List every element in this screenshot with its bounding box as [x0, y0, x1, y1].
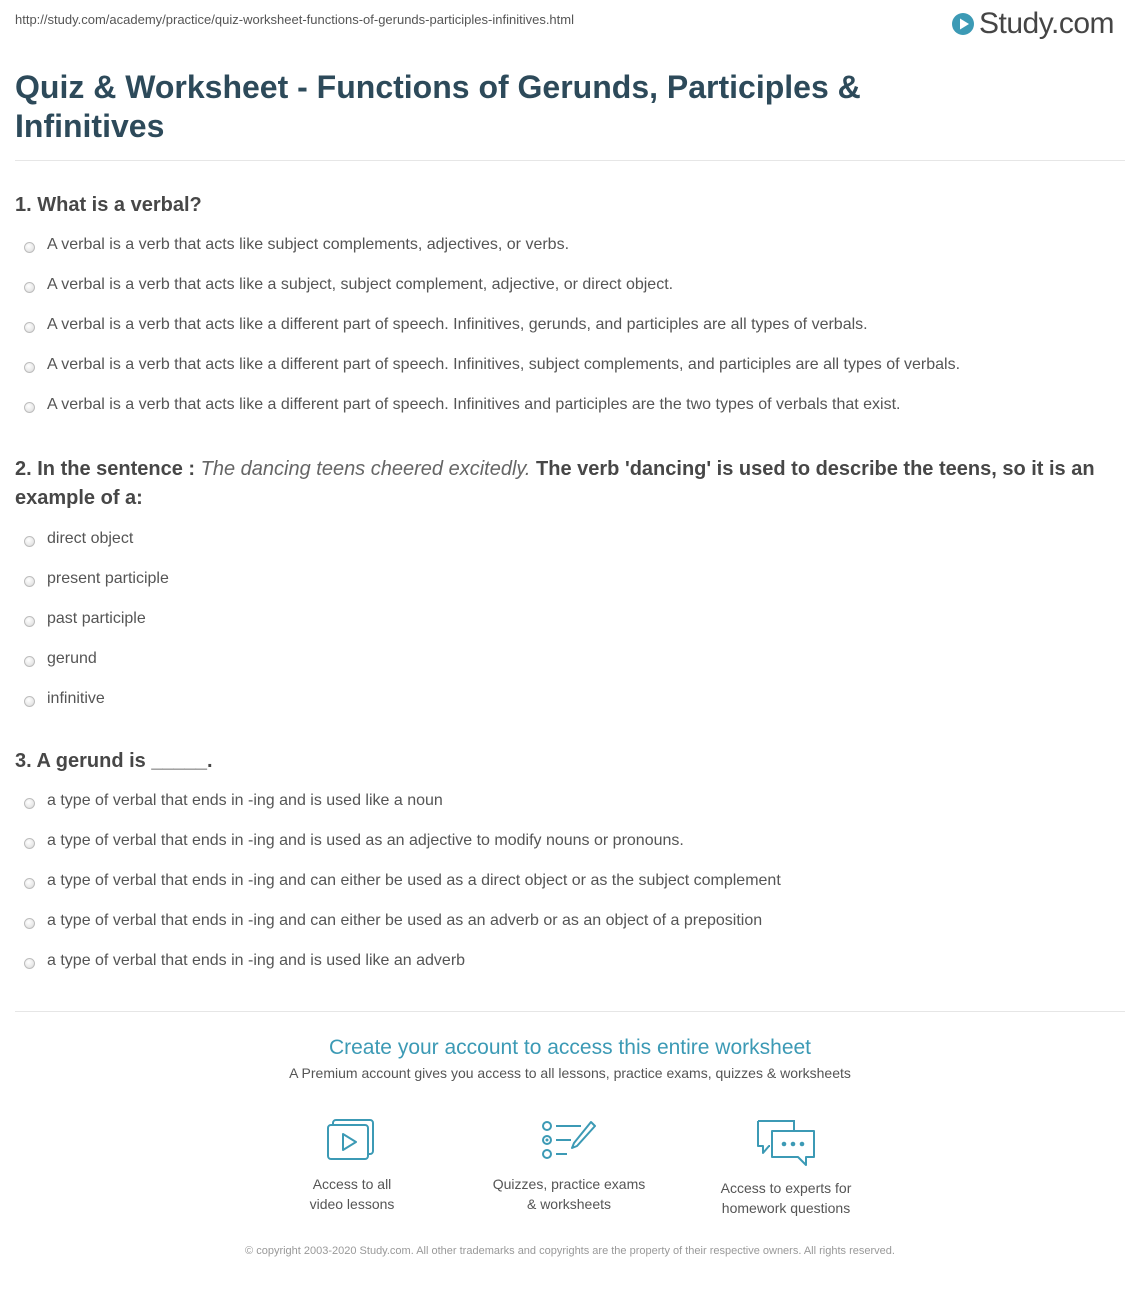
radio-button[interactable] — [24, 536, 35, 547]
answer-choice[interactable] — [15, 352, 1125, 392]
question-2 — [15, 455, 1125, 726]
answer-choice[interactable] — [15, 646, 1125, 686]
radio-button[interactable] — [24, 322, 35, 333]
radio-button[interactable] — [24, 402, 35, 413]
chat-bubbles-icon — [754, 1118, 818, 1168]
page-header — [0, 0, 1140, 48]
question-1-choices — [15, 232, 1125, 432]
radio-button[interactable] — [24, 616, 35, 627]
choice-label: A verbal is a verb that acts like subject complements, adjectives, or verbs. — [47, 236, 570, 253]
radio-button[interactable] — [24, 656, 35, 667]
play-logo-icon — [951, 12, 975, 36]
page-title: Quiz & Worksheet - Functions of Gerunds, Participles & Infinitives — [15, 69, 861, 144]
question-3-text: 3. A gerund is _____. — [15, 750, 213, 772]
question-3 — [15, 747, 1125, 988]
question-1 — [15, 191, 1125, 432]
choice-label: gerund — [47, 650, 97, 667]
answer-choice[interactable] — [15, 908, 1125, 948]
cta-divider — [15, 1011, 1125, 1012]
radio-button[interactable] — [24, 878, 35, 889]
answer-choice[interactable] — [15, 232, 1125, 272]
feature-video-lessons-text: Access to all video lessons — [309, 1176, 395, 1212]
choice-label: A verbal is a verb that acts like a different part of speech. Infinitives and participles are the two types of verbals that exist. — [47, 396, 901, 413]
answer-choice[interactable] — [15, 526, 1125, 566]
radio-button[interactable] — [24, 918, 35, 929]
choice-label: a type of verbal that ends in -ing and can either be used as an adverb or as an object of a preposition — [47, 912, 763, 929]
radio-button[interactable] — [24, 958, 35, 969]
question-2-text: 2. In the sentence : The dancing teens cheered excitedly. The verb 'dancing' is used to describe the teens, so it is an example of a: — [15, 458, 1095, 509]
study-logo[interactable] — [951, 8, 1114, 40]
answer-choice[interactable] — [15, 272, 1125, 312]
answer-choice[interactable] — [15, 392, 1125, 432]
radio-button[interactable] — [24, 282, 35, 293]
choice-label: a type of verbal that ends in -ing and is used like an adverb — [47, 952, 466, 969]
radio-button[interactable] — [24, 576, 35, 587]
radio-button[interactable] — [24, 696, 35, 707]
question-3-choices — [15, 788, 1125, 988]
choice-label: A verbal is a verb that acts like a different part of speech. Infinitives, subject complements, and participles are all types of verbals. — [47, 356, 961, 373]
answer-choice[interactable] — [15, 566, 1125, 606]
answer-choice[interactable] — [15, 686, 1125, 726]
choice-label: a type of verbal that ends in -ing and is used like a noun — [47, 792, 443, 809]
choice-label: past participle — [47, 610, 146, 627]
premium-description: A Premium account gives you access to all lessons, practice exams, quizzes & worksheets — [289, 1065, 851, 1081]
radio-button[interactable] — [24, 242, 35, 253]
choice-label: A verbal is a verb that acts like a subject, subject complement, adjective, or direct object. — [47, 276, 674, 293]
question-1-text: 1. What is a verbal? — [15, 194, 202, 216]
radio-button[interactable] — [24, 362, 35, 373]
answer-choice[interactable] — [15, 788, 1125, 828]
example-sentence: The dancing teens cheered excitedly. — [200, 458, 531, 480]
choice-label: a type of verbal that ends in -ing and can either be used as a direct object or as the subject complement — [47, 872, 781, 889]
feature-video-lessons — [252, 1118, 452, 1214]
video-lessons-icon — [326, 1118, 378, 1164]
answer-choice[interactable] — [15, 948, 1125, 988]
page-url: http://study.com/academy/practice/quiz-worksheet-functions-of-gerunds-participles-infinitives.html — [15, 12, 574, 27]
answer-choice[interactable] — [15, 868, 1125, 908]
answer-choice[interactable] — [15, 312, 1125, 352]
choice-label: present participle — [47, 570, 169, 587]
radio-button[interactable] — [24, 838, 35, 849]
choice-label: a type of verbal that ends in -ing and is used as an adjective to modify nouns or pronouns. — [47, 832, 684, 849]
answer-choice[interactable] — [15, 828, 1125, 868]
feature-experts — [686, 1118, 886, 1218]
title-divider — [15, 160, 1125, 161]
choice-label: A verbal is a verb that acts like a different part of speech. Infinitives, gerunds, and participles are all types of verbals. — [47, 316, 868, 333]
answer-choice[interactable] — [15, 606, 1125, 646]
feature-quizzes-text: Quizzes, practice exams & worksheets — [492, 1176, 646, 1212]
create-account-link[interactable]: Create your account to access this entire worksheet — [328, 1036, 812, 1059]
question-2-choices — [15, 526, 1125, 726]
feature-quizzes — [469, 1118, 669, 1214]
quiz-checklist-icon — [541, 1118, 597, 1164]
radio-button[interactable] — [24, 798, 35, 809]
choice-label: direct object — [47, 530, 134, 547]
choice-label: infinitive — [47, 690, 105, 707]
feature-experts-text: Access to experts for homework questions — [720, 1180, 852, 1216]
logo-text: Study.com — [979, 7, 1114, 40]
copyright-notice: © copyright 2003-2020 Study.com. All other trademarks and copyrights are the property of their respective owners. All rights reserved. — [245, 1245, 895, 1257]
